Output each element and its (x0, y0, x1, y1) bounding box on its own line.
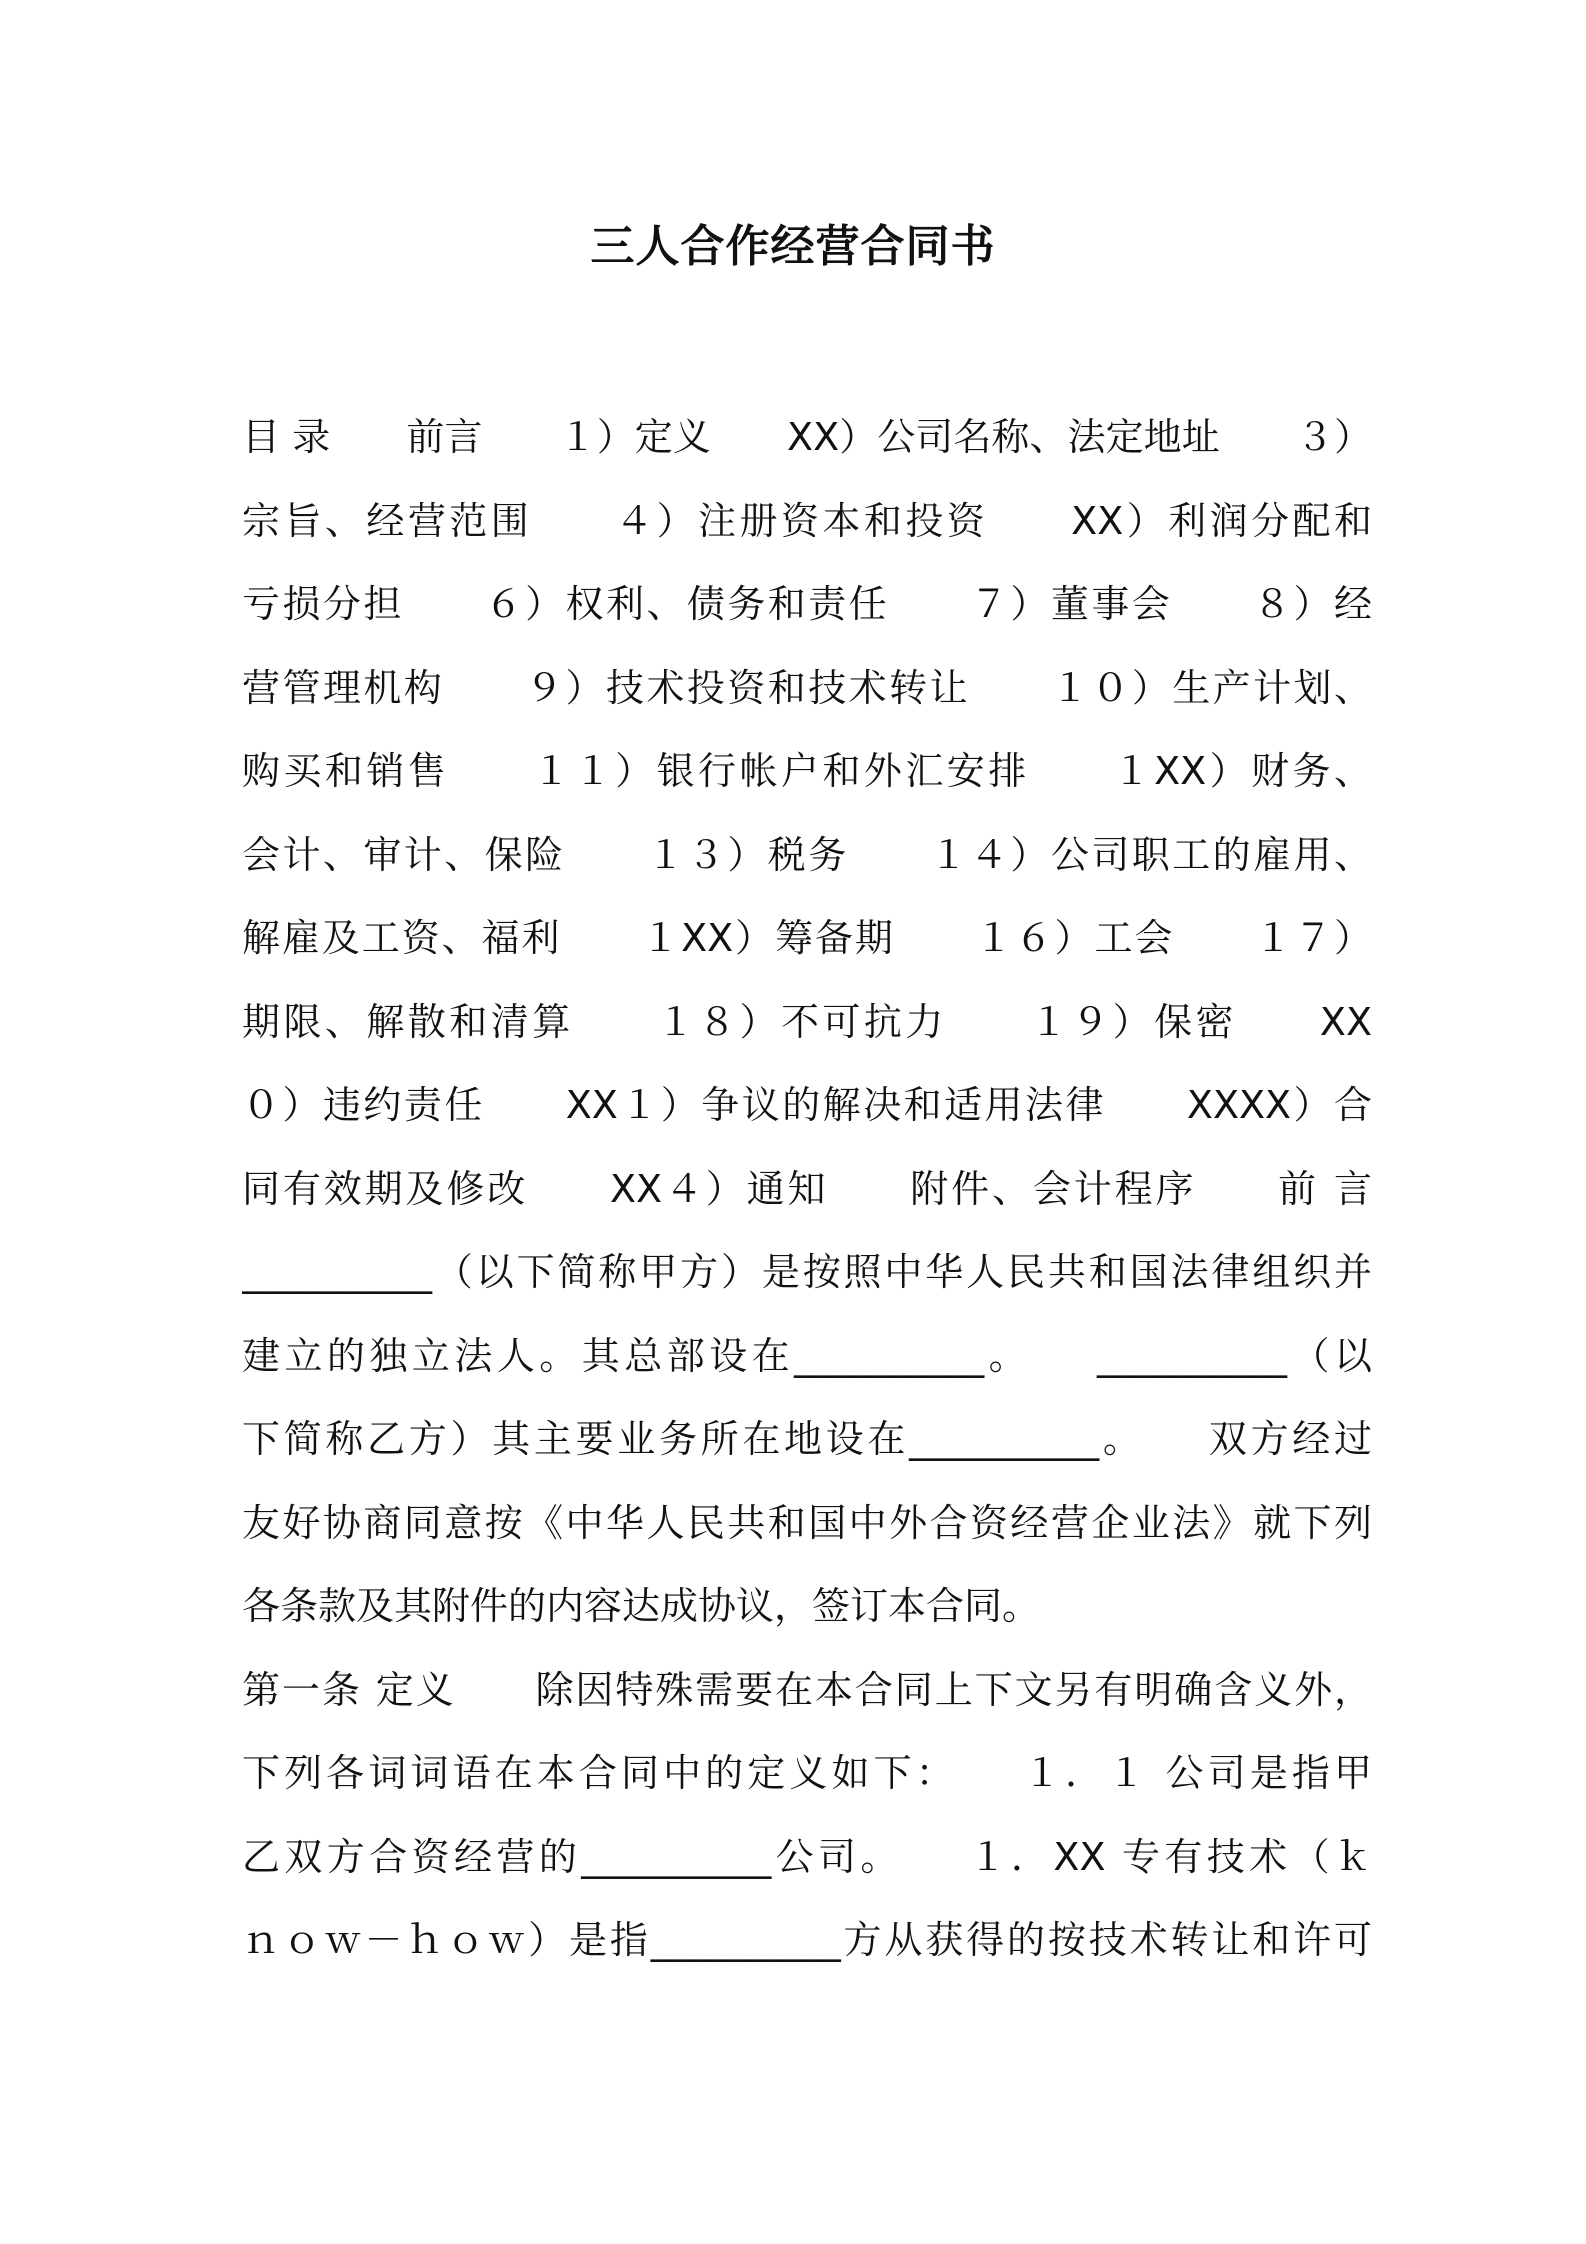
document-body (242, 402, 1372, 1989)
body-line: ｎｏｗ－ｈｏｗ）是指__________方从获得的按技术转让和许可 (242, 1918, 1372, 1962)
body-line: 各条款及其附件的内容达成协议，签订本合同。 (242, 1584, 1041, 1628)
body-line: 亏损分担 ６）权利、债务和责任 ７）董事会 ８）经 (242, 582, 1372, 626)
body-line: ０）违约责任 XX１）争议的解决和适用法律 XXXX）合 (242, 1083, 1372, 1127)
body-line: 营管理机构 ９）技术投资和技术转让 １０）生产计划、 (242, 665, 1372, 710)
body-line: 下简称乙方）其主要业务所在地设在__________。 双方经过 (242, 1417, 1372, 1461)
body-line: 购买和销售 １１）银行帐户和外汇安排 １XX）财务、 (242, 749, 1372, 793)
body-line: 会计、审计、保险 １３）税务 １４）公司职工的雇用、 (242, 832, 1372, 877)
document-title: 三人合作经营合同书 (590, 221, 996, 272)
body-line: 友好协商同意按《中华人民共和国中外合资经营企业法》就下列 (242, 1500, 1372, 1545)
body-line: 同有效期及修改 XX４）通知 附件、会计程序 前 言 (242, 1166, 1372, 1211)
body-line: 宗旨、经营范围 ４）注册资本和投资 XX）利润分配和 (242, 498, 1372, 543)
body-line: 第一条 定义 除因特殊需要在本合同上下文另有明确含义外， (242, 1667, 1372, 1712)
body-line: __________（以下简称甲方）是按照中华人民共和国法律组织并 (242, 1250, 1372, 1294)
body-line: 下列各词词语在本合同中的定义如下： １．１ 公司是指甲 (242, 1751, 1372, 1795)
body-line: 乙双方合资经营的__________公司。 １．XX 专有技术（ｋ (242, 1834, 1372, 1879)
body-line: 建立的独立法人。其总部设在__________。 __________（以 (242, 1333, 1372, 1378)
body-line: 期限、解散和清算 １８）不可抗力 １９）保密 XX (242, 999, 1372, 1044)
body-line: 目 录 前言 １）定义 XX）公司名称、法定地址 ３） (242, 415, 1372, 459)
body-line: 解雇及工资、福利 １XX）筹备期 １６）工会 １７） (242, 916, 1372, 960)
